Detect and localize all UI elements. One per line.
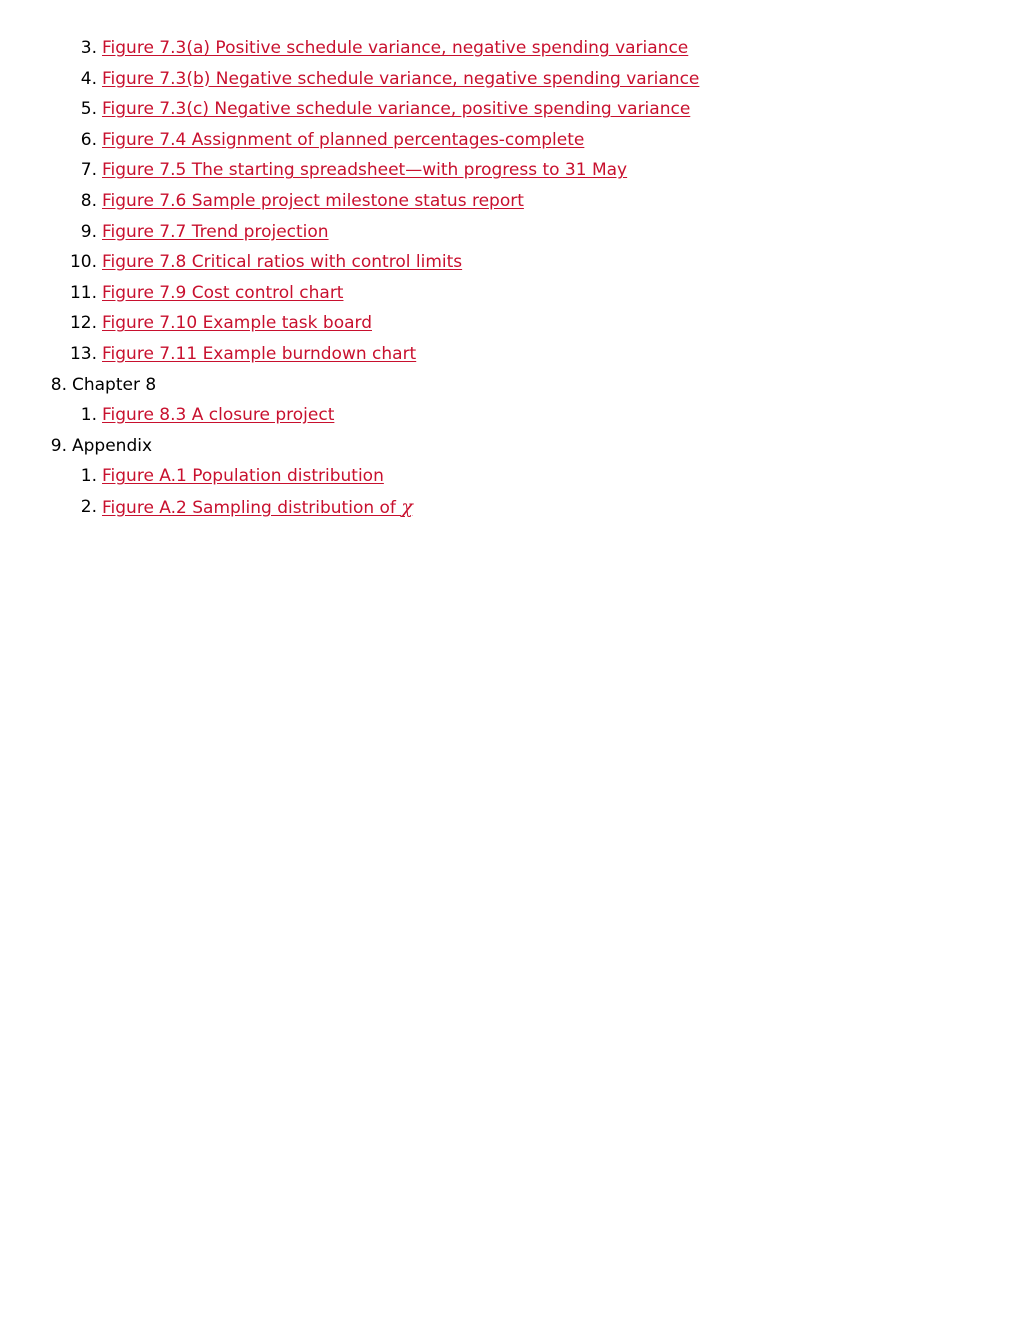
list-item [0,308,1020,339]
list-item [0,33,1020,64]
list-item [0,247,1020,278]
chapter-number: 8. [50,374,67,395]
table-of-figures [0,33,1020,523]
chi-symbol: χ [401,495,413,518]
list-number: 5. [80,99,97,120]
chapter-heading [0,370,1020,401]
figure-7-5-link[interactable]: Figure 7.5 The starting spreadsheet—with progress to 31 May [102,160,628,181]
list-number: 1. [80,466,97,487]
list-number: 10. [69,252,97,273]
figure-7-3a-link[interactable]: Figure 7.3(a) Positive schedule variance, negative spending variance [102,38,689,58]
list-number: 11. [69,282,97,303]
figure-7-8-link[interactable]: Figure 7.8 Critical ratios with control limits [102,252,463,273]
figure-a-1-link[interactable]: Figure A.1 Population distribution [102,466,384,487]
figure-7-6-link[interactable]: Figure 7.6 Sample project milestone status report [102,190,524,211]
list-item [0,400,1020,431]
list-item [0,155,1020,186]
figure-7-3b-link[interactable]: Figure 7.3(b) Negative schedule variance, negative spending variance [102,68,700,89]
chapter-number: 9. [50,435,67,456]
list-number: 8. [80,190,97,211]
chapter-heading [0,431,1020,462]
figure-7-11-link[interactable]: Figure 7.11 Example burndown chart [102,343,417,364]
list-item [0,461,1020,492]
figure-7-10-link[interactable]: Figure 7.10 Example task board [102,313,372,334]
list-item [0,217,1020,248]
figure-7-7-link[interactable]: Figure 7.7 Trend projection [102,221,329,242]
list-item [0,125,1020,156]
list-number: 3. [80,38,97,58]
list-number: 9. [80,221,97,242]
list-item [0,339,1020,370]
figure-8-3-link[interactable]: Figure 8.3 A closure project [102,405,335,426]
list-item [0,492,1020,523]
list-number: 4. [80,68,97,89]
figure-7-3c-link[interactable]: Figure 7.3(c) Negative schedule variance, positive spending variance [102,99,691,120]
list-number: 6. [80,129,97,150]
list-item [0,64,1020,95]
list-number: 2. [80,496,97,517]
list-number: 12. [69,313,97,334]
list-number: 1. [80,405,97,426]
figure-a-2-link[interactable] [102,495,413,518]
chapter-8-label: Chapter 8 [72,374,157,395]
appendix-label: Appendix [72,435,153,456]
list-number: 7. [80,160,97,181]
list-item [0,278,1020,309]
figure-7-9-link[interactable]: Figure 7.9 Cost control chart [102,282,344,303]
list-item [0,186,1020,217]
list-number: 13. [69,343,97,364]
figure-a-2-label: Figure A.2 Sampling distribution of [102,497,402,518]
figure-7-4-link[interactable]: Figure 7.4 Assignment of planned percentages-complete [102,129,585,150]
list-item [0,94,1020,125]
